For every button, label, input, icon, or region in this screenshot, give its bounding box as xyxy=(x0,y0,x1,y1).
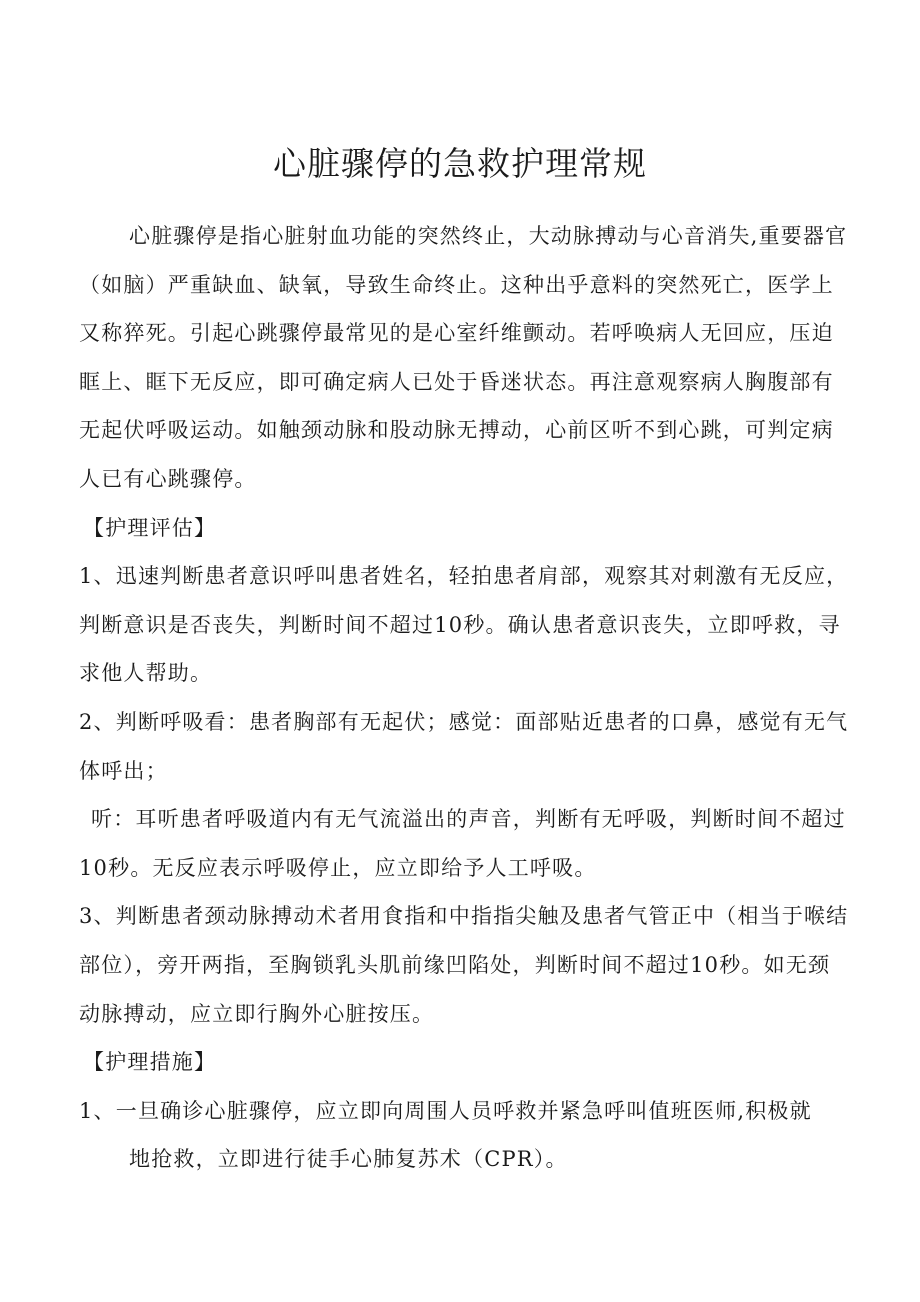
assessment-item-3: 3、判断患者颈动脉搏动术者用食指和中指指尖触及患者气管正中（相当于喉结部位），旁开两指，至胸锁乳头肌前缘凹陷处，判断时间不超过10秒。如无颈动脉搏动，应立即行胸外心脏按压。 xyxy=(79,904,849,1026)
intro-paragraph: 心脏骤停是指心脏射血功能的突然终止，大动脉搏动与心音消失,重要器官（如脑）严重缺血、缺氧，导致生命终止。这种出乎意料的突然死亡，医学上又称猝死。引起心跳骤停最常见的是心室纤维颤动。若呼唤病人无回应，压迫眶上、眶下无反应，即可确定病人已处于昏迷状态。再注意观察病人胸腹部有无起伏呼吸运动。如触颈动脉和股动脉无搏动，心前区听不到心跳，可判定病人已有心跳骤停。 xyxy=(79,224,848,491)
document-body xyxy=(79,212,851,1184)
document-title: 心脏骤停的急救护理常规 xyxy=(273,144,647,183)
assessment-item-1: 1、迅速判断患者意识呼叫患者姓名，轻拍患者肩部，观察其对刺激有无反应，判断意识是否丧失，判断时间不超过10秒。确认患者意识丧失，立即呼救，寻求他人帮助。 xyxy=(79,564,849,686)
measures-item-1-line-2: 地抢救，立即进行徒手心肺复苏术（CPR）。 xyxy=(129,1147,568,1172)
measures-item-1-line-1: 1、一旦确诊心脏骤停，应立即向周围人员呼救并紧急呼叫值班医师,积极就 xyxy=(79,1098,812,1123)
assessment-item-2: 2、判断呼吸看：患者胸部有无起伏；感觉：面部贴近患者的口鼻，感觉有无气体呼出； xyxy=(79,709,849,783)
assessment-item-2-listen: 听：耳听患者呼吸道内有无气流溢出的声音，判断有无呼吸，判断时间不超过10秒。无反应表示呼吸停止，应立即给予人工呼吸。 xyxy=(79,807,846,880)
section-heading-measures: 【护理措施】 xyxy=(83,1050,217,1075)
section-heading-assessment: 【护理评估】 xyxy=(83,515,217,540)
